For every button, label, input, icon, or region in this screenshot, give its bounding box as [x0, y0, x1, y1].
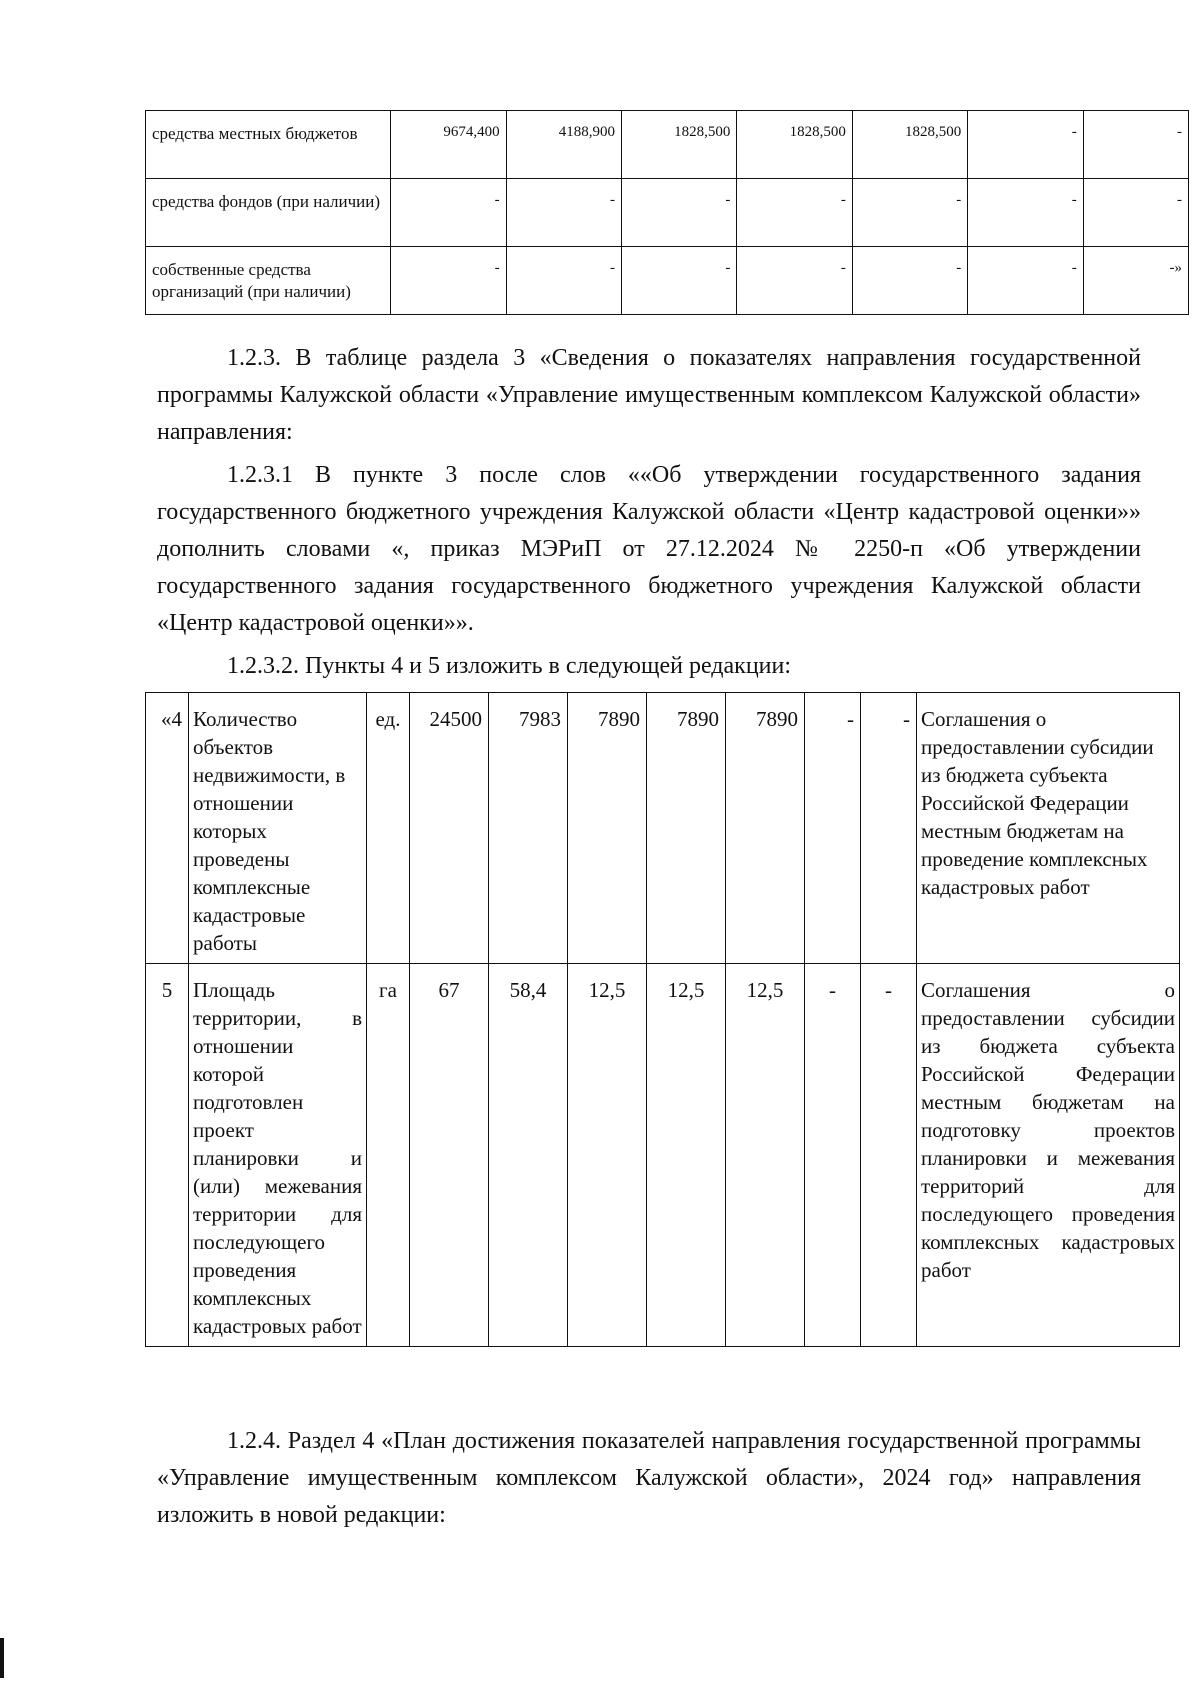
- indicator-value-cell: 7983: [489, 693, 568, 964]
- indicator-row: [146, 964, 1180, 1347]
- indicator-value-cell: 67: [410, 964, 489, 1347]
- indicator-value-cell: 24500: [410, 693, 489, 964]
- funding-value-cell: 1828,500: [622, 111, 737, 179]
- indicator-value-cell: 12,5: [726, 964, 805, 1347]
- indicator-name: Количество объектов недвижимости, в отношении которых проведены комплексные кадастровые работы: [189, 693, 367, 964]
- funding-source-name: собственные средства организаций (при наличии): [146, 247, 391, 315]
- funding-value-cell: -: [852, 247, 967, 315]
- funding-value-cell: -: [1083, 179, 1188, 247]
- scan-margin-mark: [0, 1638, 4, 1678]
- indicator-value-cell: -: [805, 693, 861, 964]
- indicator-value-cell: 12,5: [647, 964, 726, 1347]
- indicator-value-cell: -: [861, 693, 917, 964]
- funding-value-cell: -: [506, 179, 621, 247]
- indicator-document: Соглашения о предоставлении субсидии из бюджета субъекта Российской Федерации местным бюджетам на проведение комплексных кадастровых работ: [917, 693, 1180, 964]
- funding-row: [146, 179, 1189, 247]
- indicators-table: [145, 692, 1180, 1347]
- paragraph-1-2-4: 1.2.4. Раздел 4 «План достижения показателей направления государственной программы «Управление имущественным комплексом Калужской области», 2024 год» направления изложить в новой редакции:: [157, 1428, 1141, 1528]
- funding-value-cell: -: [622, 247, 737, 315]
- funding-value-cell: -»: [1083, 247, 1188, 315]
- funding-row: [146, 111, 1189, 179]
- funding-value-cell: -: [968, 247, 1083, 315]
- funding-value-cell: -: [622, 179, 737, 247]
- indicator-unit: ед.: [367, 693, 410, 964]
- indicator-row: [146, 693, 1180, 964]
- indicator-number: «4: [146, 693, 189, 964]
- indicator-value-cell: -: [805, 964, 861, 1347]
- indicator-value-cell: -: [861, 964, 917, 1347]
- indicator-value-cell: 7890: [726, 693, 805, 964]
- funding-value-cell: -: [506, 247, 621, 315]
- funding-sources-table: [145, 110, 1189, 315]
- funding-source-name: средства местных бюджетов: [146, 111, 391, 179]
- funding-value-cell: 4188,900: [506, 111, 621, 179]
- indicator-document: Соглашения о предоставлении субсидии из бюджета субъекта Российской Федерации местным бюджетам на подготовку проектов планировки и межевания территорий для последующего проведения комплексных кадастровых работ: [917, 964, 1180, 1347]
- paragraph-1-2-3-1: 1.2.3.1 В пункте 3 после слов ««Об утверждении государственного задания государственного бюджетного учреждения Калужской области «Центр кадастровой оценки»» дополнить словами «, приказ МЭРиП от 27.12.2024 № 2250-п «Об утверждении государственного задания государственного бюджетного учреждения Калужской области «Центр кадастровой оценки»».: [157, 462, 1141, 636]
- indicator-value-cell: 7890: [647, 693, 726, 964]
- funding-value-cell: -: [737, 179, 852, 247]
- funding-value-cell: -: [737, 247, 852, 315]
- indicator-number: 5: [146, 964, 189, 1347]
- funding-value-cell: -: [1083, 111, 1188, 179]
- funding-value-cell: -: [968, 111, 1083, 179]
- funding-value-cell: -: [968, 179, 1083, 247]
- paragraph-1-2-3-2: 1.2.3.2. Пункты 4 и 5 изложить в следующей редакции:: [227, 653, 792, 679]
- paragraph-1-2-3: 1.2.3. В таблице раздела 3 «Сведения о показателях направления государственной программы Калужской области «Управление имущественным комплексом Калужской области» направления:: [157, 345, 1141, 445]
- indicator-name: Площадь территории, в отношении которой подготовлен проект планировки и (или) межевания территории для последующего проведения комплексных кадастровых работ: [189, 964, 367, 1347]
- indicator-value-cell: 12,5: [568, 964, 647, 1347]
- funding-value-cell: 1828,500: [852, 111, 967, 179]
- indicator-unit: га: [367, 964, 410, 1347]
- funding-value-cell: -: [852, 179, 967, 247]
- funding-value-cell: -: [391, 179, 506, 247]
- funding-row: [146, 247, 1189, 315]
- funding-value-cell: 1828,500: [737, 111, 852, 179]
- funding-value-cell: 9674,400: [391, 111, 506, 179]
- funding-value-cell: -: [391, 247, 506, 315]
- funding-source-name: средства фондов (при наличии): [146, 179, 391, 247]
- indicator-value-cell: 58,4: [489, 964, 568, 1347]
- indicator-value-cell: 7890: [568, 693, 647, 964]
